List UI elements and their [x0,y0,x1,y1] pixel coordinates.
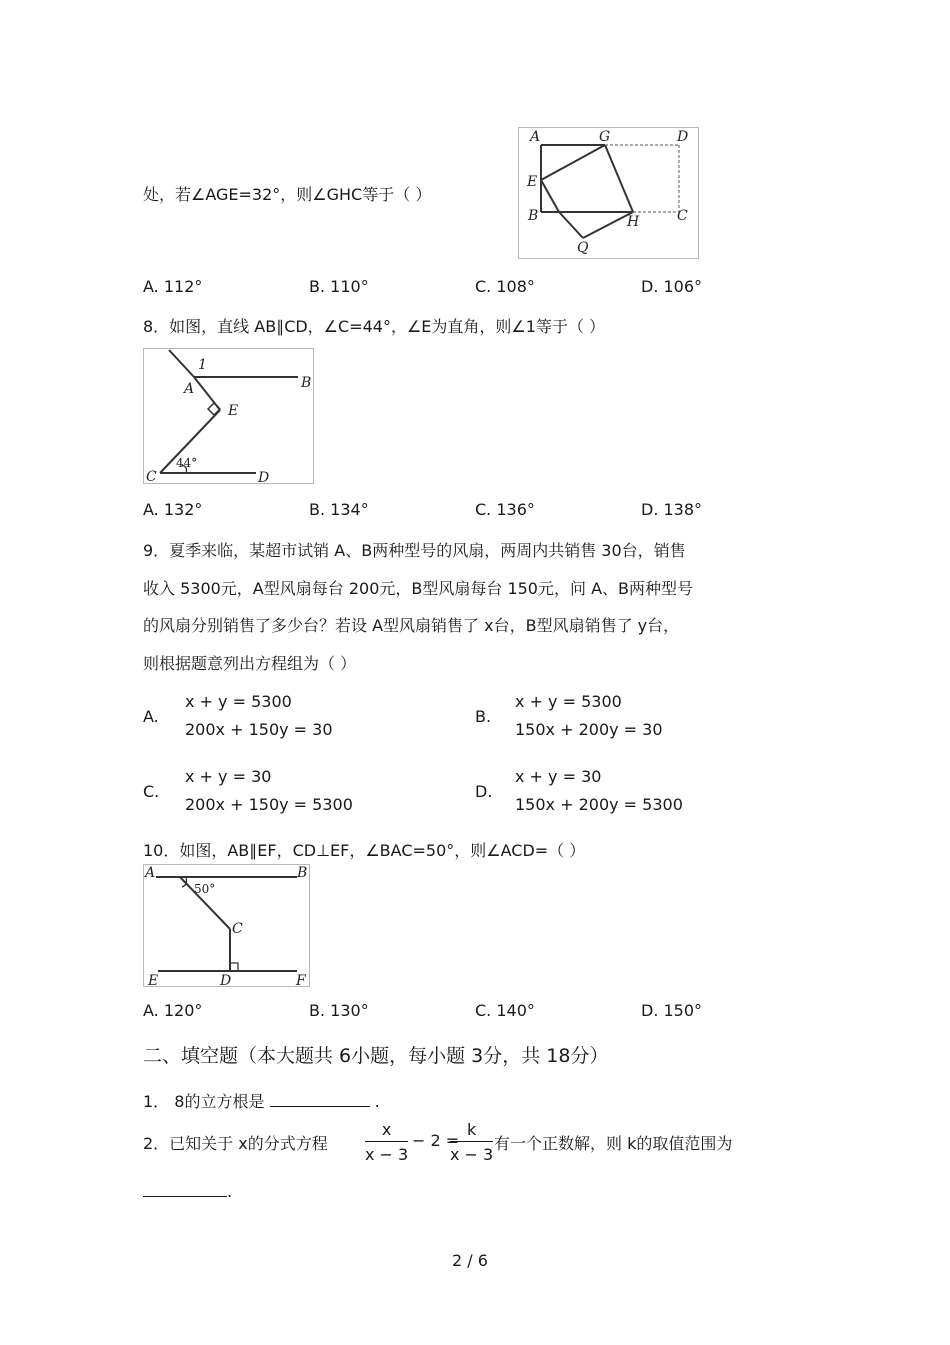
q9-option-c[interactable] [143,782,159,801]
equation-2: 200x + 150y = 5300 [185,795,353,814]
q7-label-D: D [677,129,689,145]
question-suffix: . [374,1092,380,1111]
q7-option-c[interactable] [475,277,535,296]
q7-label-B: B [528,208,539,224]
option-letter: B. [475,707,492,726]
option-letter: C. [475,500,492,519]
q9-option-a[interactable] [143,707,159,726]
option-letter: B. [309,277,326,296]
q9-line-2: 收入 5300元，A型风扇每台 200元，B型风扇每台 150元，问 A、B两种型号 [143,579,693,598]
question-text: 8的立方根是 [174,1092,265,1111]
answer-blank[interactable] [270,1088,370,1107]
q7-label-G: G [599,129,611,145]
section-title: 二、填空题（本大题共 6小题，每小题 3分，共 18分） [143,1045,609,1067]
fill-question-2-prefix: 2．已知关于 x的分式方程 [143,1134,328,1153]
q9-option-b-system [515,688,663,744]
q7-label-A: A [530,129,541,145]
option-value: 136° [496,500,535,519]
option-value: 140° [496,1001,535,1020]
page-number: 2 / 6 [452,1251,488,1270]
fraction-denominator: x − 3 [365,1145,409,1164]
option-letter: D. [641,500,659,519]
option-letter: D. [641,277,659,296]
q8-figure [143,348,314,484]
q10-option-a[interactable] [143,1001,202,1020]
fill-question-1 [143,1088,380,1112]
q10-option-b[interactable] [309,1001,369,1020]
q7-option-b[interactable] [309,277,369,296]
q8-label-C: C [146,469,157,483]
q10-figure [143,864,310,987]
option-letter: C. [475,1001,492,1020]
q9-option-c-system [185,763,353,819]
fraction-1 [365,1119,408,1168]
option-value: 150° [663,1001,703,1020]
fraction-denominator: x − 3 [450,1145,494,1164]
q7-option-a[interactable] [143,277,202,296]
option-value: 108° [496,277,535,296]
equation-2: 150x + 200y = 5300 [515,795,683,814]
q8-label-A: A [184,381,195,397]
option-letter: B. [309,500,326,519]
q9-option-d[interactable] [475,782,492,801]
equation-1: x + y = 5300 [185,692,292,711]
q8-label-E: E [228,403,239,419]
q10-option-c[interactable] [475,1001,535,1020]
q8-label-D: D [258,470,270,483]
q8-text: 8．如图，直线 AB∥CD，∠C=44°，∠E为直角，则∠1等于（ ） [143,317,606,336]
q9-option-b[interactable] [475,707,491,726]
q10-option-d[interactable] [641,1001,702,1020]
q10-label-B: B [297,865,308,881]
q7-label-E: E [527,174,538,190]
q9-line-4: 则根据题意列出方程组为（ ） [143,654,357,673]
option-value: 132° [163,500,203,519]
q7-figure [518,127,699,259]
question-number: 1． [143,1092,170,1111]
option-value: 120° [163,1001,203,1020]
q9-line-1: 9．夏季来临，某超市试销 A、B两种型号的风扇，两周内共销售 30台，销售 [143,541,686,560]
q8-label-1: 1 [198,357,207,373]
q8-option-a[interactable] [143,500,202,519]
q8-option-b[interactable] [309,500,369,519]
option-letter: D. [475,782,493,801]
q8-option-d[interactable] [641,500,702,519]
fraction-2 [450,1119,493,1168]
q8-option-c[interactable] [475,500,535,519]
q7-option-d[interactable] [641,277,702,296]
question-tail: . [227,1182,233,1201]
equation-2: 150x + 200y = 30 [515,720,663,739]
equation-1: x + y = 30 [185,767,272,786]
option-letter: C. [475,277,492,296]
q8-label-B: B [301,375,312,391]
option-letter: A. [143,1001,159,1020]
q7-label-Q: Q [577,240,589,256]
fill-question-2-answer [143,1178,232,1201]
option-letter: A. [143,500,159,519]
q10-label-E: E [148,973,159,986]
fraction-numerator: k [450,1119,493,1142]
q7-label-C: C [677,208,688,224]
q9-option-a-system [185,688,333,744]
option-value: 138° [663,500,703,519]
q10-label-D: D [220,973,232,986]
q7-text: 处，若∠AGE=32°，则∠GHC等于（ ） [143,185,432,204]
option-value: 110° [330,277,369,296]
q7-label-H: H [627,214,640,230]
fraction-numerator: x [365,1119,408,1142]
answer-blank[interactable] [143,1178,227,1197]
option-value: 106° [663,277,703,296]
q10-label-F: F [296,973,306,986]
q9-line-3: 的风扇分别销售了多少台？若设 A型风扇销售了 x台，B型风扇销售了 y台， [143,616,680,635]
fill-question-2-middle: − 2 = [412,1131,460,1150]
q10-label-C: C [232,921,243,937]
option-letter: A. [143,277,159,296]
q10-label-A: A [145,865,156,881]
fill-question-2-suffix: 有一个正数解，则 k的取值范围为 [494,1134,733,1153]
q10-text: 10．如图，AB∥EF，CD⊥EF，∠BAC=50°，则∠ACD=（ ） [143,841,586,860]
option-letter: B. [309,1001,326,1020]
option-letter: C. [143,782,160,801]
option-letter: A. [143,707,159,726]
q10-angle-label: 50° [194,882,216,896]
equation-2: 200x + 150y = 30 [185,720,333,739]
option-value: 134° [330,500,369,519]
option-value: 130° [330,1001,369,1020]
equation-1: x + y = 30 [515,767,602,786]
option-value: 112° [163,277,203,296]
option-letter: D. [641,1001,659,1020]
equation-1: x + y = 5300 [515,692,622,711]
q9-option-d-system [515,763,683,819]
q8-angle-label: 44° [176,456,198,470]
